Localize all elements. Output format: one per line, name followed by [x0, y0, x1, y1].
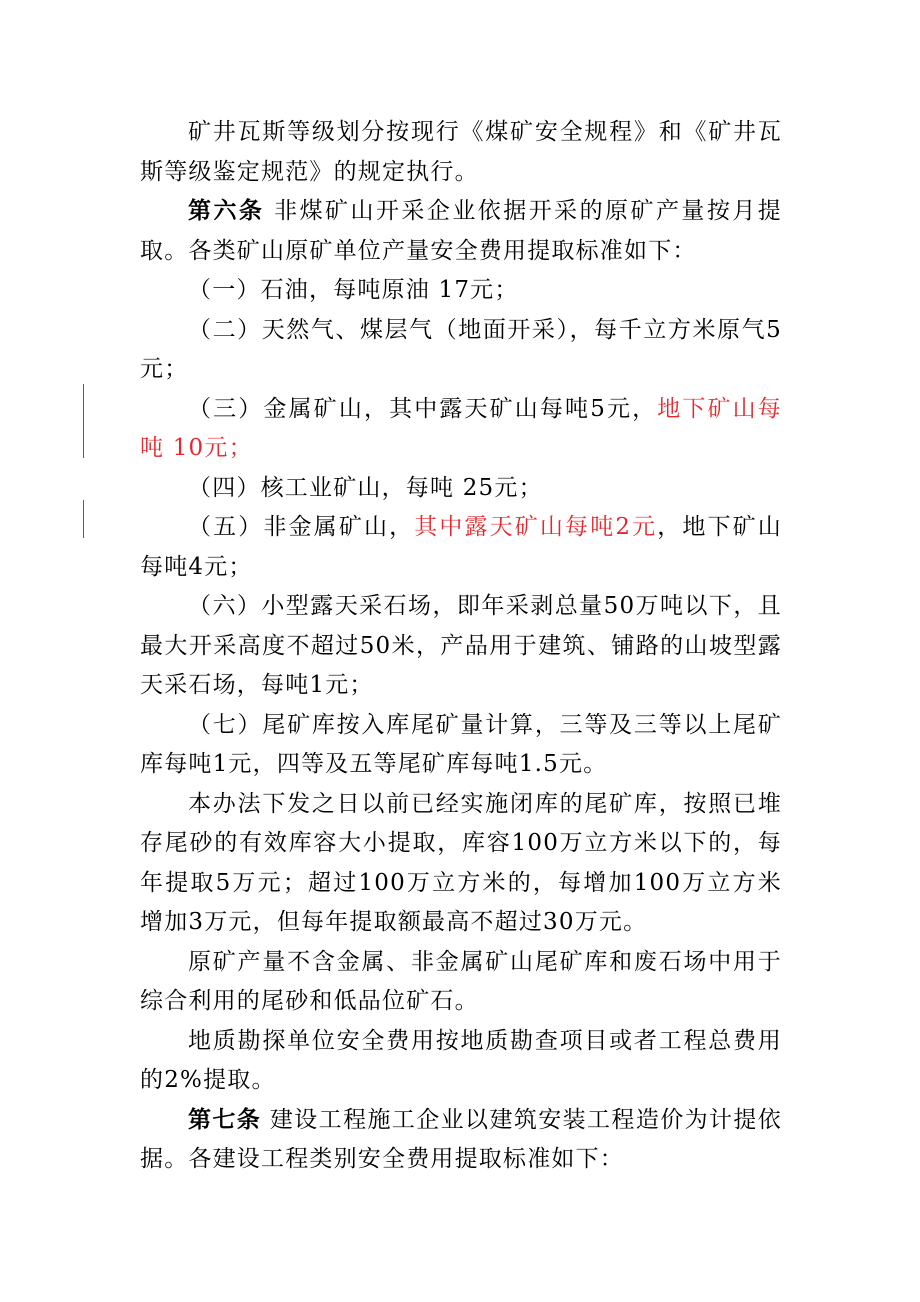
paragraph-text: 原矿产量不含金属、非金属矿山尾矿库和废石场中用于综合利用的尾砂和低品位矿石。	[140, 948, 782, 1014]
paragraph	[140, 943, 782, 1022]
revised-text: 地下矿山每吨 10元；	[140, 395, 782, 461]
article-heading: 第七条	[188, 1106, 262, 1133]
list-item-1	[140, 271, 782, 311]
paragraph-text: 非煤矿山开采企业依据开采的原矿产量按月提取。各类矿山原矿单位产量安全费用提取标准如下：	[140, 198, 782, 264]
list-item-2	[140, 311, 782, 390]
list-item-3	[140, 390, 782, 469]
paragraph-text: 本办法下发之日以前已经实施闭库的尾矿库，按照已堆存尾砂的有效库容大小提取，库容100万立方米以下的，每年提取5万元；超过100万立方米的，每增加100万立方米增加3万元，但每年提取额最高不超过30万元。	[140, 790, 782, 935]
revision-change-bar	[83, 384, 84, 458]
article-6-paragraph	[140, 192, 782, 271]
paragraph	[140, 785, 782, 943]
paragraph-text: 矿井瓦斯等级划分按现行《煤矿安全规程》和《矿井瓦斯等级鉴定规范》的规定执行。	[140, 119, 782, 185]
article-7-paragraph	[140, 1101, 782, 1180]
paragraph-text: 地质勘探单位安全费用按地质勘查项目或者工程总费用的2%提取。	[140, 1027, 782, 1093]
paragraph	[140, 113, 782, 192]
paragraph-text: （二）天然气、煤层气（地面开采），每千立方米原气5元；	[140, 316, 782, 382]
paragraph-text: （五）非金属矿山，	[188, 514, 415, 540]
article-heading: 第六条	[188, 198, 265, 224]
paragraph-text: （三）金属矿山，其中露天矿山每吨5元，	[188, 395, 658, 422]
revision-change-bar	[83, 500, 84, 538]
list-item-6	[140, 587, 782, 706]
list-item-4	[140, 469, 782, 509]
paragraph-text: ，地下矿山每吨4元；	[140, 514, 782, 580]
paragraph-text: （六）小型露天采石场，即年采剥总量50万吨以下，且最大开采高度不超过50米，产品用于建筑、铺路的山坡型露天采石场，每吨1元；	[140, 593, 782, 698]
paragraph-text: （四）核工业矿山，每吨 25元；	[188, 474, 543, 501]
paragraph-text: 建设工程施工企业以建筑安装工程造价为计提依据。各建设工程类别安全费用提取标准如下：	[140, 1106, 782, 1172]
document-body	[140, 113, 782, 1180]
revised-text: 其中露天矿山每吨2元	[414, 514, 658, 540]
paragraph	[140, 1022, 782, 1101]
list-item-7	[140, 706, 782, 785]
paragraph-text: （七）尾矿库按入库尾矿量计算，三等及三等以上尾矿库每吨1元，四等及五等尾矿库每吨1.5元。	[140, 711, 782, 777]
list-item-5	[140, 508, 782, 587]
paragraph-text: （一）石油，每吨原油 17元；	[188, 277, 519, 303]
